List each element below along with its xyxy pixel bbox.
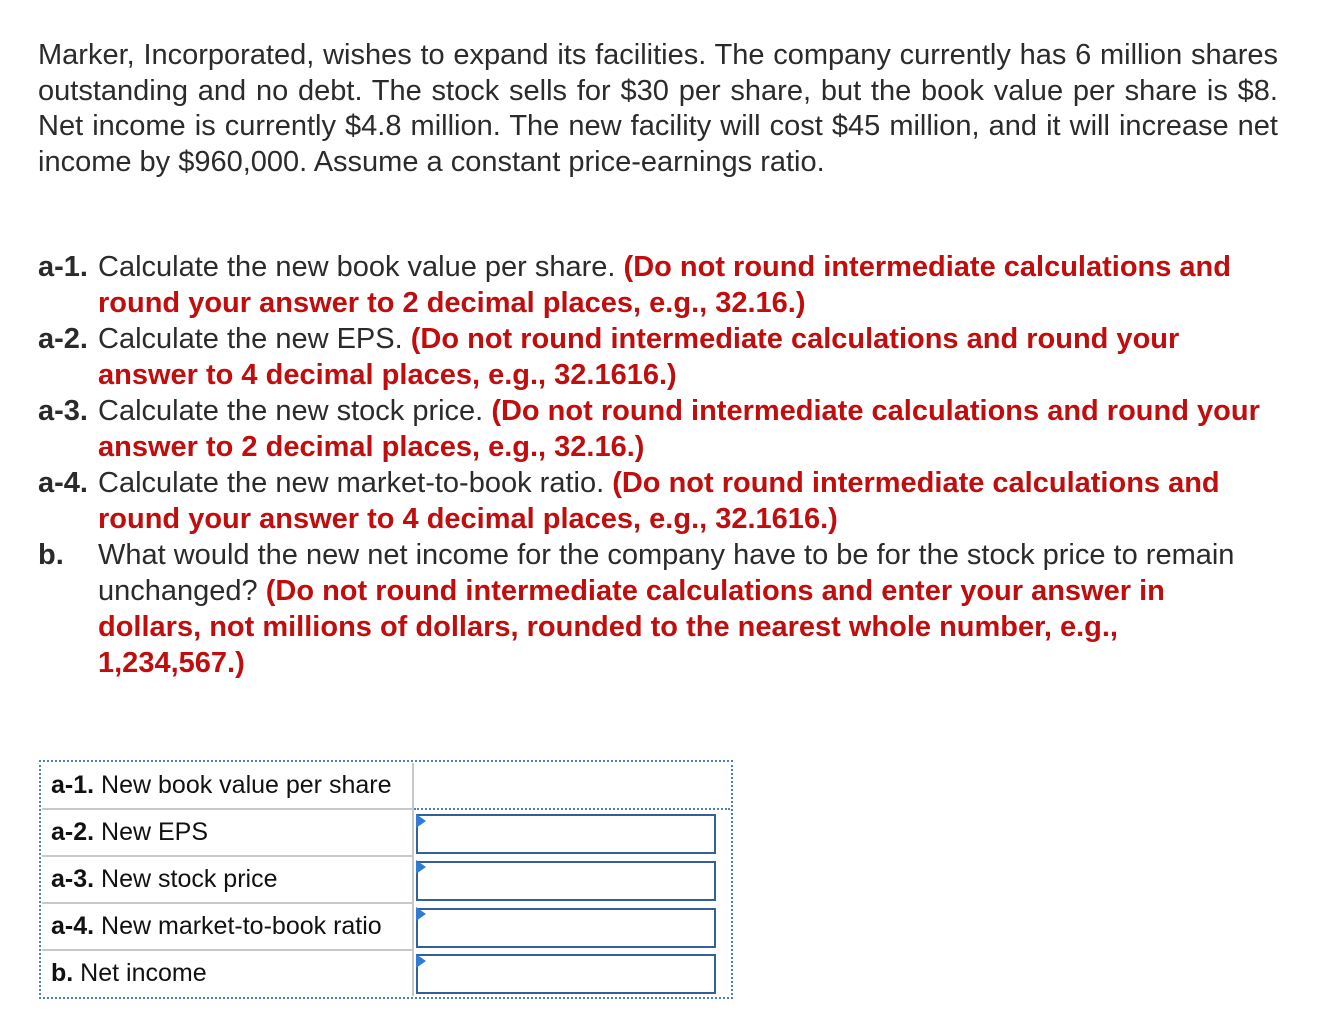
question-label: a-3.: [38, 395, 88, 427]
answer-input-a2[interactable]: [416, 814, 716, 854]
question-a4: [38, 465, 1288, 537]
question-instruction: (Do not round intermediate calculations and round your answer to 4 decimal places, e.g., 32.1616.): [98, 467, 1220, 535]
question-a1: [38, 249, 1288, 321]
row-label: a-2. New EPS: [42, 809, 413, 856]
answer-cell-a1: [413, 763, 730, 809]
table-row: [42, 950, 730, 996]
answer-input-a3[interactable]: [416, 861, 716, 901]
question-text: Calculate the new EPS.: [98, 323, 403, 355]
question-label: a-1.: [38, 251, 88, 283]
row-label: a-1. New book value per share: [42, 763, 413, 809]
row-label: a-4. New market-to-book ratio: [42, 903, 413, 950]
question-label: b.: [38, 539, 64, 571]
question-text: Calculate the new book value per share.: [98, 251, 616, 283]
question-text: What would the new net income for the company have to be for the stock price to remain unchanged?: [98, 539, 1235, 607]
question-instruction: (Do not round intermediate calculations and round your answer to 2 decimal places, e.g., 32.16.): [98, 395, 1260, 463]
question-a2: [38, 321, 1288, 393]
table-row: [42, 856, 730, 903]
problem-statement: Marker, Incorporated, wishes to expand its facilities. The company currently has 6 million shares outstanding and no debt. The stock sells for $30 per share, but the book value per share is $8. Net income is currently $4.8 million. The new facility will cost $45 million, and it will increase net income by $960,000. Assume a constant price-earnings ratio.: [38, 39, 1278, 178]
row-label: b. Net income: [42, 950, 413, 996]
question-instruction: (Do not round intermediate calculations and round your answer to 2 decimal places, e.g., 32.16.): [98, 251, 1231, 319]
question-instruction: (Do not round intermediate calculations and round your answer to 4 decimal places, e.g., 32.1616.): [98, 323, 1180, 391]
flag-marker-icon: [416, 814, 426, 828]
table-row: [42, 809, 730, 856]
question-b: [38, 537, 1288, 681]
answer-input-b[interactable]: [416, 954, 716, 994]
question-text: Calculate the new market-to-book ratio.: [98, 467, 605, 499]
question-list: [38, 249, 1288, 681]
table-row: [42, 903, 730, 950]
answer-table: [42, 763, 730, 996]
question-label: a-2.: [38, 323, 88, 355]
flag-marker-icon: [416, 907, 426, 921]
question-instruction: (Do not round intermediate calculations and enter your answer in dollars, not millions of dollars, rounded to the nearest whole number, e.g., 1,234,567.): [98, 575, 1165, 679]
question-a3: [38, 393, 1288, 465]
question-label: a-4.: [38, 467, 88, 499]
table-row: [42, 763, 730, 809]
answer-input-a4[interactable]: [416, 908, 716, 948]
flag-marker-icon: [416, 860, 426, 874]
question-text: Calculate the new stock price.: [98, 395, 484, 427]
row-label: a-3. New stock price: [42, 856, 413, 903]
flag-marker-icon: [416, 954, 426, 968]
